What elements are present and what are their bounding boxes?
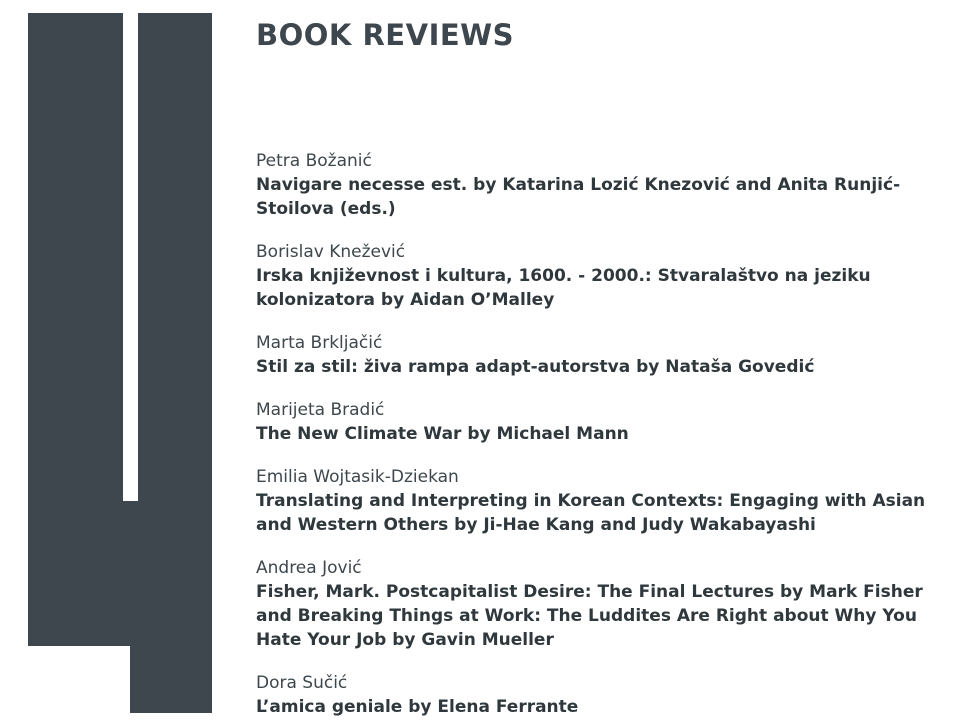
reviewer-name: Marijeta Bradić [256,400,385,420]
review-entry [256,465,946,537]
large-numeral-four-graphic [28,13,212,713]
numeral-four-shape [28,13,212,713]
reviews-list [256,149,946,719]
reviewer-name: Marta Brkljačić [256,333,383,353]
reviewed-book-title: Fisher, Mark. Postcapitalist Desire: The Final Lectures by Mark Fisher and Breaking Things at Work: The Luddites Are Right about Why You Hate Your Job by Gavin Mueller [256,582,923,650]
review-entry [256,149,946,221]
review-entry [256,556,946,652]
reviewer-name: Dora Sučić [256,673,348,693]
reviewer-name: Borislav Knežević [256,242,406,262]
reviewed-book-title: The New Climate War by Michael Mann [256,424,629,444]
reviewed-book-title: Stil za stil: živa rampa adapt-autorstva by Nataša Govedić [256,357,815,377]
review-entry [256,398,946,446]
review-entry [256,240,946,312]
reviewed-book-title: Translating and Interpreting in Korean Contexts: Engaging with Asian and Western Others by Ji-Hae Kang and Judy Wakabayashi [256,491,926,535]
reviewer-name: Petra Božanić [256,151,372,171]
reviewed-book-title: L’amica geniale by Elena Ferrante [256,697,579,717]
reviewed-book-title: Irska književnost i kultura, 1600. - 2000.: Stvaralaštvo na jeziku kolonizatora by Aidan O’Malley [256,266,871,310]
reviewer-name: Andrea Jović [256,558,362,578]
reviewer-name: Emilia Wojtasik-Dziekan [256,467,459,487]
reviewed-book-title: Navigare necesse est. by Katarina Lozić Knezović and Anita Runjić-Stoilova (eds.) [256,175,901,219]
review-entry [256,671,946,719]
section-title: BOOK REVIEWS [256,18,515,52]
review-entry [256,331,946,379]
